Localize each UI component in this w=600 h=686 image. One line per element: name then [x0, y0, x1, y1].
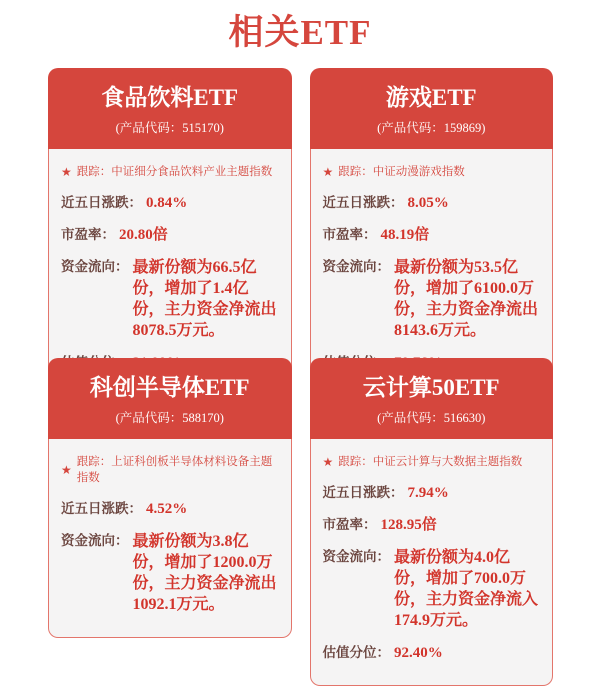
stat-row-fund-flow — [61, 531, 279, 615]
stat-row-change — [323, 193, 541, 213]
etf-product-code: (产品代码：515170) — [115, 121, 224, 135]
stat-value: 4.52% — [146, 501, 188, 517]
etf-title: 科创半导体ETF — [89, 375, 250, 400]
stat-value: 最新份额为53.5亿份，增加了6100.0万份，主力资金净流出8143.6万元。 — [394, 259, 539, 339]
star-icon: ★ — [322, 455, 334, 469]
star-icon: ★ — [322, 165, 334, 179]
stat-row-valuation — [323, 643, 541, 663]
stat-label: 估值分位： — [322, 645, 390, 660]
stat-row-fund-flow — [61, 257, 279, 341]
stat-label: 近五日涨跌： — [61, 195, 142, 210]
stat-value: 最新份额为4.0亿份，增加了700.0万份，主力资金净流入174.9万元。 — [394, 549, 539, 629]
tracking-index-text: 跟踪：中证云计算与大数据主题指数 — [338, 456, 523, 468]
card-body — [310, 439, 554, 686]
stat-row-change — [61, 499, 279, 519]
stat-label: 资金流向： — [322, 259, 390, 274]
star-icon: ★ — [61, 463, 72, 477]
card-header — [310, 358, 554, 439]
etf-title: 云计算50ETF — [362, 375, 500, 400]
stat-row-change — [323, 483, 541, 503]
etf-product-code: (产品代码：159869) — [377, 121, 486, 135]
tracking-index-text: 跟踪：上证科创板半导体材料设备主题指数 — [76, 456, 273, 484]
stat-row-fund-flow — [323, 257, 541, 341]
etf-card-grid — [48, 68, 553, 661]
etf-card-game[interactable] — [310, 68, 554, 341]
stat-row-pe — [323, 515, 541, 535]
etf-title: 食品饮料ETF — [101, 85, 239, 110]
stat-value: 7.94% — [407, 485, 449, 501]
tracking-line — [323, 164, 541, 180]
stat-label: 资金流向： — [61, 259, 129, 274]
etf-card-cloud-computing[interactable] — [310, 358, 554, 661]
stat-value: 20.80倍 — [119, 227, 168, 243]
tracking-line — [61, 454, 279, 486]
stat-row-pe — [61, 225, 279, 245]
stat-label: 市盈率： — [322, 227, 377, 242]
stat-row-change — [61, 193, 279, 213]
etf-product-code: (产品代码：588170) — [115, 411, 224, 425]
card-header — [310, 68, 554, 149]
card-body — [48, 439, 292, 638]
stat-value: 92.40% — [394, 645, 443, 661]
card-header — [48, 68, 292, 149]
stat-label: 资金流向： — [61, 533, 129, 548]
etf-title: 游戏ETF — [385, 85, 477, 110]
stat-label: 市盈率： — [61, 227, 115, 242]
card-header — [48, 358, 292, 439]
stat-row-pe — [323, 225, 541, 245]
etf-card-food-beverage[interactable] — [48, 68, 292, 341]
stat-value: 128.95倍 — [380, 517, 437, 533]
tracking-line — [323, 454, 541, 470]
stat-value: 最新份额为3.8亿份，增加了1200.0万份，主力资金净流出1092.1万元。 — [132, 533, 277, 613]
stat-label: 近五日涨跌： — [322, 195, 404, 210]
stat-value: 最新份额为66.5亿份，增加了1.4亿份，主力资金净流出8078.5万元。 — [132, 259, 277, 339]
stat-row-fund-flow — [323, 547, 541, 631]
stat-value: 48.19倍 — [380, 227, 430, 243]
stat-value: 0.84% — [146, 195, 188, 211]
stat-label: 近五日涨跌： — [322, 485, 404, 500]
tracking-index-text: 跟踪：中证动漫游戏指数 — [338, 166, 465, 178]
tracking-line — [61, 164, 279, 180]
etf-product-code: (产品代码：516630) — [377, 411, 486, 425]
stat-label: 资金流向： — [322, 549, 390, 564]
stat-label: 市盈率： — [322, 517, 377, 532]
stat-label: 近五日涨跌： — [61, 501, 142, 516]
stat-value: 8.05% — [407, 195, 449, 211]
tracking-index-text: 跟踪：中证细分食品饮料产业主题指数 — [76, 166, 273, 178]
etf-card-semiconductor[interactable] — [48, 358, 292, 621]
star-icon: ★ — [61, 165, 72, 179]
page-title: 相关ETF — [228, 13, 372, 52]
